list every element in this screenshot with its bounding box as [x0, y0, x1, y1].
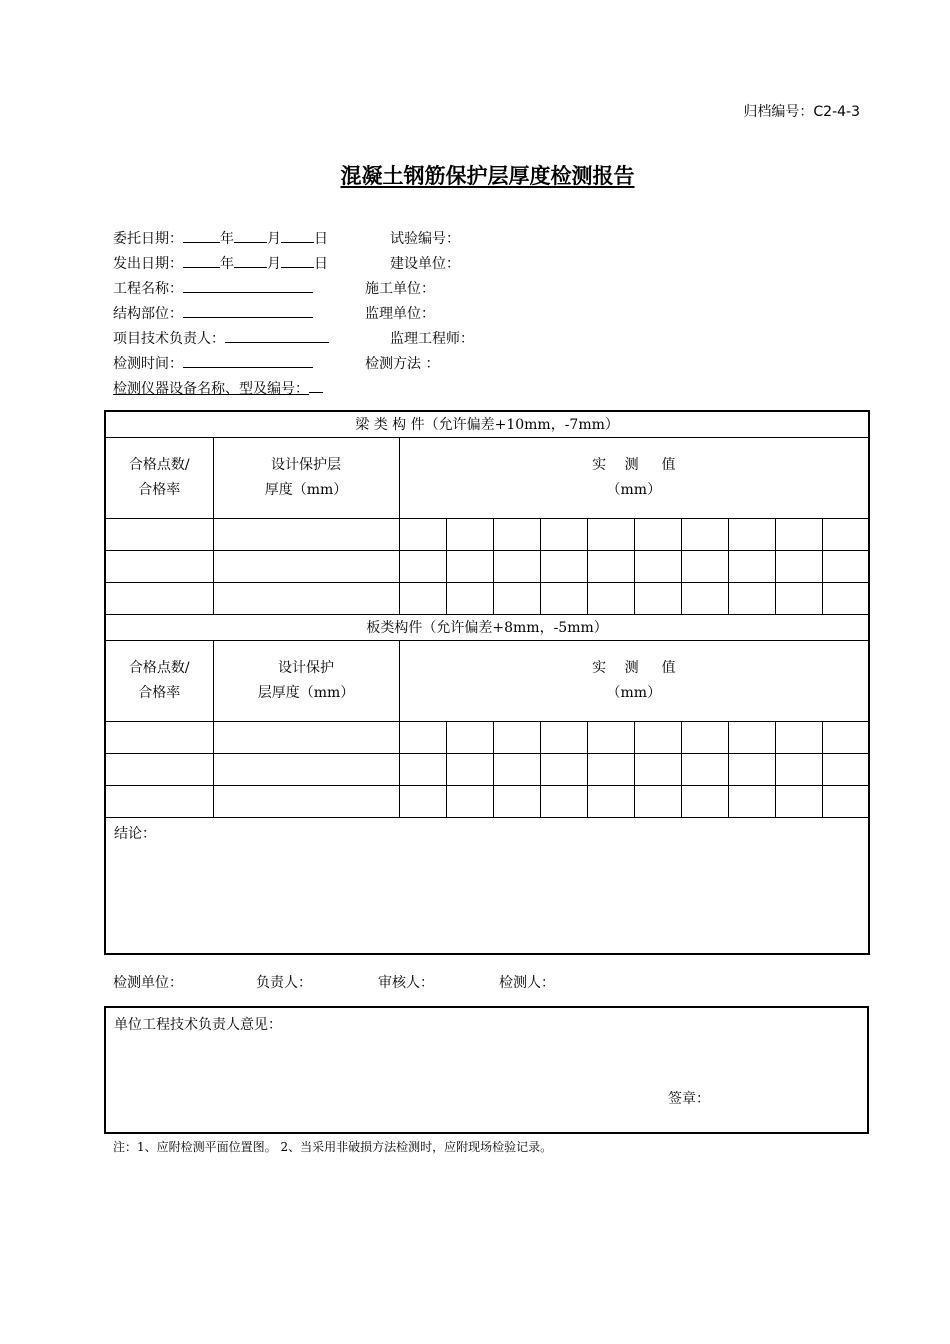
- table-row: [105, 785, 869, 817]
- test-time-field[interactable]: [183, 353, 313, 368]
- title-text: 混凝土钢筋保护层厚度检测报告: [340, 164, 635, 188]
- beam-measured-header: 实 测 值 （mm）: [399, 437, 869, 518]
- table-row: [105, 721, 869, 753]
- test-time-row: [113, 353, 313, 373]
- signature-row: [113, 972, 555, 992]
- beam-design-thickness-header: 设计保护层 厚度（mm）: [213, 437, 399, 518]
- year-label: 年: [220, 231, 234, 247]
- measurement-table: [104, 410, 870, 955]
- issue-date-row: [113, 253, 328, 273]
- table-row: [105, 518, 869, 550]
- supervisor-engineer-label: 监理工程师：: [390, 331, 474, 347]
- table-row: [105, 550, 869, 582]
- conclusion-label: 结论：: [114, 825, 156, 842]
- tester-label: 检测人：: [499, 975, 555, 991]
- project-name-label: 工程名称：: [113, 281, 183, 297]
- slab-section-title: 板类构件（允许偏差+8mm，-5mm）: [105, 614, 869, 640]
- conclusion-cell[interactable]: [105, 817, 869, 954]
- reviewer-label: 审核人：: [378, 975, 434, 991]
- construction-unit-label: 建设单位：: [390, 256, 460, 272]
- test-unit-label: 检测单位：: [113, 975, 183, 991]
- builder-unit-label: 施工单位：: [365, 281, 435, 297]
- commission-month-field[interactable]: [234, 228, 267, 243]
- month-label: 月: [267, 231, 281, 247]
- issue-day-field[interactable]: [281, 253, 314, 268]
- month-label: 月: [267, 256, 281, 272]
- commission-year-field[interactable]: [183, 228, 220, 243]
- beam-section-title: 梁 类 构 件（允许偏差+10mm，-7mm）: [105, 411, 869, 437]
- commission-date-row: [113, 228, 328, 248]
- slab-pass-rate-header: 合格点数/ 合格率: [105, 640, 213, 721]
- seal-label: 签章：: [668, 1091, 710, 1107]
- slab-design-thickness-header: 设计保护 层厚度（mm）: [213, 640, 399, 721]
- page-title: [0, 160, 950, 190]
- commission-date-label: 委托日期：: [113, 231, 183, 247]
- commission-day-field[interactable]: [281, 228, 314, 243]
- issue-year-field[interactable]: [183, 253, 220, 268]
- opinion-box[interactable]: [104, 1006, 869, 1134]
- day-label: 日: [314, 256, 328, 272]
- archive-number: 归档编号：C2-4-3: [743, 104, 860, 120]
- footnote: 注：1、应附检测平面位置图。 2、当采用非破损方法检测时，应附现场检验记录。: [113, 1140, 553, 1154]
- project-name-row: [113, 278, 313, 298]
- table-row: [105, 753, 869, 785]
- tech-lead-label: 项目技术负责人：: [113, 331, 225, 347]
- project-name-field[interactable]: [183, 278, 313, 293]
- supervision-unit-label: 监理单位：: [365, 306, 435, 322]
- structure-part-row: [113, 303, 313, 323]
- tech-lead-field[interactable]: [225, 328, 329, 343]
- instrument-row: [113, 378, 323, 398]
- responsible-label: 负责人：: [256, 975, 312, 991]
- tech-lead-row: [113, 328, 329, 348]
- day-label: 日: [314, 231, 328, 247]
- beam-pass-rate-header: 合格点数/ 合格率: [105, 437, 213, 518]
- table-row: [105, 582, 869, 614]
- test-time-label: 检测时间：: [113, 356, 183, 372]
- instrument-label: 检测仪器设备名称、型及编号：: [113, 381, 309, 397]
- test-no-label: 试验编号：: [390, 231, 460, 247]
- slab-measured-header: 实 测 值 （mm）: [399, 640, 869, 721]
- structure-part-field[interactable]: [183, 303, 313, 318]
- year-label: 年: [220, 256, 234, 272]
- test-method-label: 检测方法 ：: [365, 356, 440, 372]
- issue-date-label: 发出日期：: [113, 256, 183, 272]
- instrument-field[interactable]: [309, 378, 323, 393]
- opinion-label: 单位工程技术负责人意见：: [114, 1017, 282, 1033]
- structure-part-label: 结构部位：: [113, 306, 183, 322]
- issue-month-field[interactable]: [234, 253, 267, 268]
